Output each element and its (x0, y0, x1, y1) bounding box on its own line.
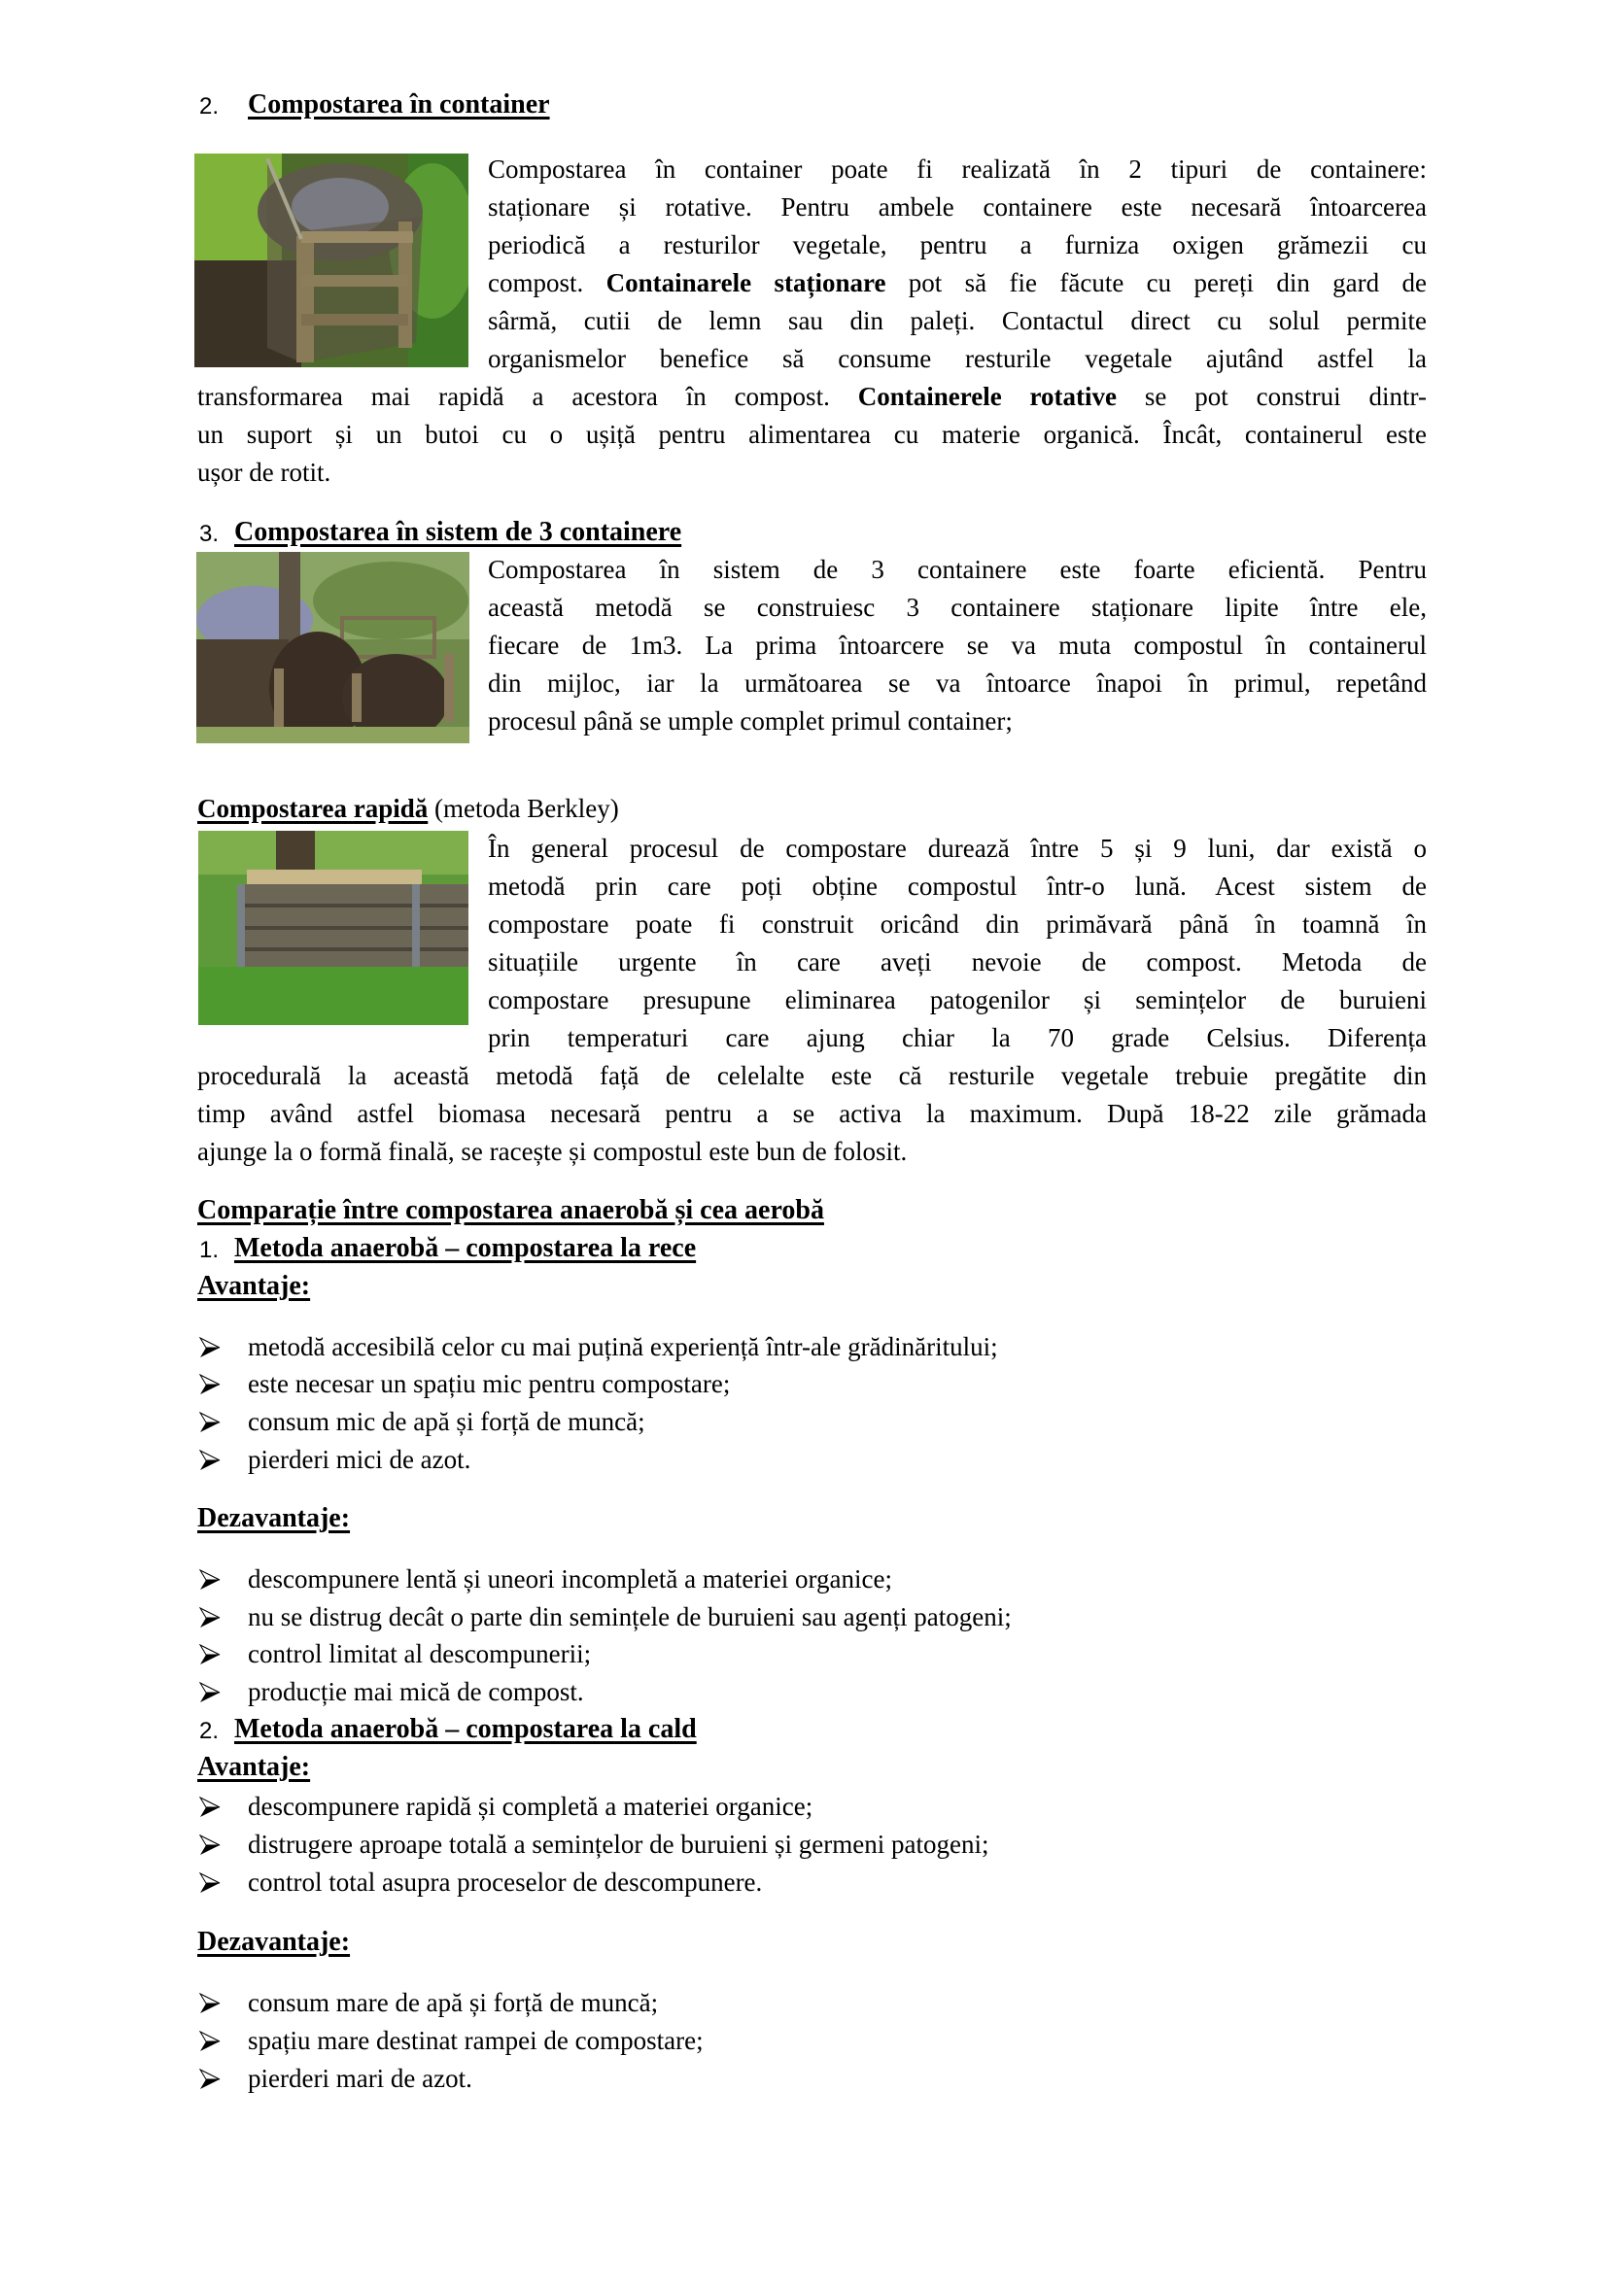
rapid-heading (197, 793, 619, 824)
method-heading: Metoda anaerobă – compostarea la rece (234, 1233, 697, 1263)
text-run: ușor de rotit. (197, 458, 331, 487)
method-heading: Metoda anaerobă – compostarea la cald (234, 1714, 697, 1744)
section-number: 3. (199, 521, 220, 547)
text-run: un suport și un butoi cu o ușiță pentru alimentarea cu materie organică. Încât, containerul este (197, 420, 1427, 449)
arrowhead-bullet-icon (199, 1450, 221, 1471)
arrowhead-bullet-icon (199, 1569, 221, 1591)
arrowhead-bullet-icon (199, 1337, 221, 1358)
arrowhead-bullet-icon (199, 1993, 221, 2014)
paragraph-line (197, 381, 1427, 412)
text-run: Compostarea în container poate fi realizată în 2 tipuri de containere: (488, 154, 1427, 184)
disadvantages-label: Dezavantaje: (197, 1927, 351, 1957)
section-number: 2. (199, 93, 220, 120)
list-item: producție mai mică de compost. (248, 1677, 584, 1706)
paragraph-line (488, 705, 1013, 737)
text-run: ajunge la o formă finală, se racește și compostul este bun de folosit. (197, 1137, 908, 1166)
text-run: periodică a resturilor vegetale, pentru a furniza oxigen grămezii cu (488, 230, 1427, 259)
list-item: pierderi mici de azot. (248, 1445, 471, 1474)
text-run: situațiile urgente în care aveți nevoie de compost. Metoda de (488, 947, 1427, 977)
method-number: 1. (199, 1237, 220, 1263)
rapid-heading-subtitle: (metoda Berkley) (428, 794, 619, 823)
paragraph-line (488, 229, 1427, 260)
text-run: din mijloc, iar la următoarea se va întoarce înapoi în primul, repetând (488, 668, 1427, 698)
arrowhead-bullet-icon (199, 2069, 221, 2090)
list-item: consum mic de apă și forță de muncă; (248, 1407, 645, 1436)
compost-bin-image (194, 154, 468, 367)
text-run: În general procesul de compostare durează între 5 și 9 luni, dar există o (488, 834, 1427, 863)
list-item: este necesar un spațiu mic pentru compostare; (248, 1369, 731, 1398)
paragraph-line (488, 305, 1427, 336)
advantages-label: Avantaje: (197, 1271, 311, 1301)
paragraph-line (488, 908, 1427, 940)
paragraph-line (488, 984, 1427, 1015)
three-bin-compost-image (196, 552, 469, 743)
text-run: prin temperaturi care ajung chiar la 70 grade Celsius. Diferența (488, 1023, 1427, 1052)
text-run: se pot construi dintr- (1117, 382, 1427, 411)
compost-bin-photo (194, 154, 468, 367)
paragraph-line (197, 1060, 1427, 1091)
arrowhead-bullet-icon (199, 2031, 221, 2052)
rapid-compost-bin-image (198, 831, 468, 1025)
list-item: distrugere aproape totală a semințelor de buruieni și germeni patogeni; (248, 1830, 989, 1859)
list-item: descompunere lentă și uneori incompletă a materiei organice; (248, 1564, 892, 1593)
text-run: metodă prin care poți obține compostul într-o lună. Acest sistem de (488, 872, 1427, 901)
section-heading: Compostarea în sistem de 3 containere (234, 517, 682, 547)
list-item: consum mare de apă și forță de muncă; (248, 1988, 659, 2017)
advantages-label: Avantaje: (197, 1752, 311, 1782)
text-run: procesul până se umple complet primul container; (488, 706, 1013, 736)
paragraph-line (197, 1098, 1427, 1129)
text-run: staționare și rotative. Pentru ambele containere este necesară întoarcerea (488, 192, 1427, 222)
bold-term: Containarele staționare (605, 268, 886, 297)
paragraph-line (488, 343, 1427, 374)
paragraph-line (197, 1136, 907, 1167)
list-item: control limitat al descompunerii; (248, 1639, 592, 1668)
text-run: această metodă se construiesc 3 containere staționare lipite între ele, (488, 593, 1427, 622)
arrowhead-bullet-icon (199, 1412, 221, 1433)
text-run: transformarea mai rapidă a acestora în compost. (197, 382, 858, 411)
paragraph-line (488, 1022, 1427, 1053)
text-run: organismelor benefice să consume resturile vegetale ajutând astfel la (488, 344, 1427, 373)
paragraph-line (488, 154, 1427, 185)
list-item: pierderi mari de azot. (248, 2064, 472, 2093)
text-run: pot să fie făcute cu pereți din gard de (885, 268, 1427, 297)
arrowhead-bullet-icon (199, 1834, 221, 1856)
arrowhead-bullet-icon (199, 1607, 221, 1628)
text-run: compostare poate fi construit oricând din primăvară până în toamnă în (488, 909, 1427, 939)
text-run: sârmă, cutii de lemn sau din paleți. Contactul direct cu solul permite (488, 306, 1427, 335)
list-item: spațiu mare destinat rampei de compostare; (248, 2026, 704, 2055)
section-heading: Compostarea în container (248, 89, 550, 120)
list-item: metodă accesibilă celor cu mai puțină experiență într-ale grădinăritului; (248, 1332, 998, 1361)
rapid-compost-bin-photo (198, 831, 468, 1025)
rapid-heading-title: Compostarea rapidă (197, 794, 429, 823)
text-run: fiecare de 1m3. La prima întoarcere se va muta compostul în containerul (488, 631, 1427, 660)
comparison-heading: Comparație între compostarea anaerobă și cea aerobă (197, 1195, 824, 1225)
arrowhead-bullet-icon (199, 1644, 221, 1665)
paragraph-line (488, 946, 1427, 977)
paragraph-line (488, 833, 1427, 864)
paragraph-line (488, 267, 1427, 298)
bold-term: Containerele rotative (857, 382, 1118, 411)
paragraph-line (197, 457, 330, 488)
arrowhead-bullet-icon (199, 1872, 221, 1894)
list-item: nu se distrug decât o parte din semințele de buruieni sau agenți patogeni; (248, 1602, 1012, 1631)
text-run: compost. (488, 268, 606, 297)
list-item: descompunere rapidă și completă a materiei organice; (248, 1792, 813, 1821)
text-run: procedurală la această metodă față de celelalte este că resturile vegetale trebuie pregătite din (197, 1061, 1427, 1090)
text-run: timp având astfel biomasa necesară pentru a se activa la maximum. După 18-22 zile grămada (197, 1099, 1427, 1128)
arrowhead-bullet-icon (199, 1682, 221, 1703)
text-run: compostare presupune eliminarea patogenilor și semințelor de buruieni (488, 985, 1427, 1014)
text-run: Compostarea în sistem de 3 containere este foarte eficientă. Pentru (488, 555, 1427, 584)
paragraph-line (488, 871, 1427, 902)
paragraph-line (488, 630, 1427, 661)
paragraph-line (488, 592, 1427, 623)
paragraph-line (197, 419, 1427, 450)
paragraph-line (488, 191, 1427, 223)
list-item: control total asupra proceselor de descompunere. (248, 1868, 763, 1897)
arrowhead-bullet-icon (199, 1374, 221, 1395)
three-bin-compost-photo (196, 552, 469, 743)
disadvantages-label: Dezavantaje: (197, 1503, 351, 1533)
method-number: 2. (199, 1718, 220, 1744)
paragraph-line (488, 668, 1427, 699)
paragraph-line (488, 554, 1427, 585)
arrowhead-bullet-icon (199, 1797, 221, 1818)
